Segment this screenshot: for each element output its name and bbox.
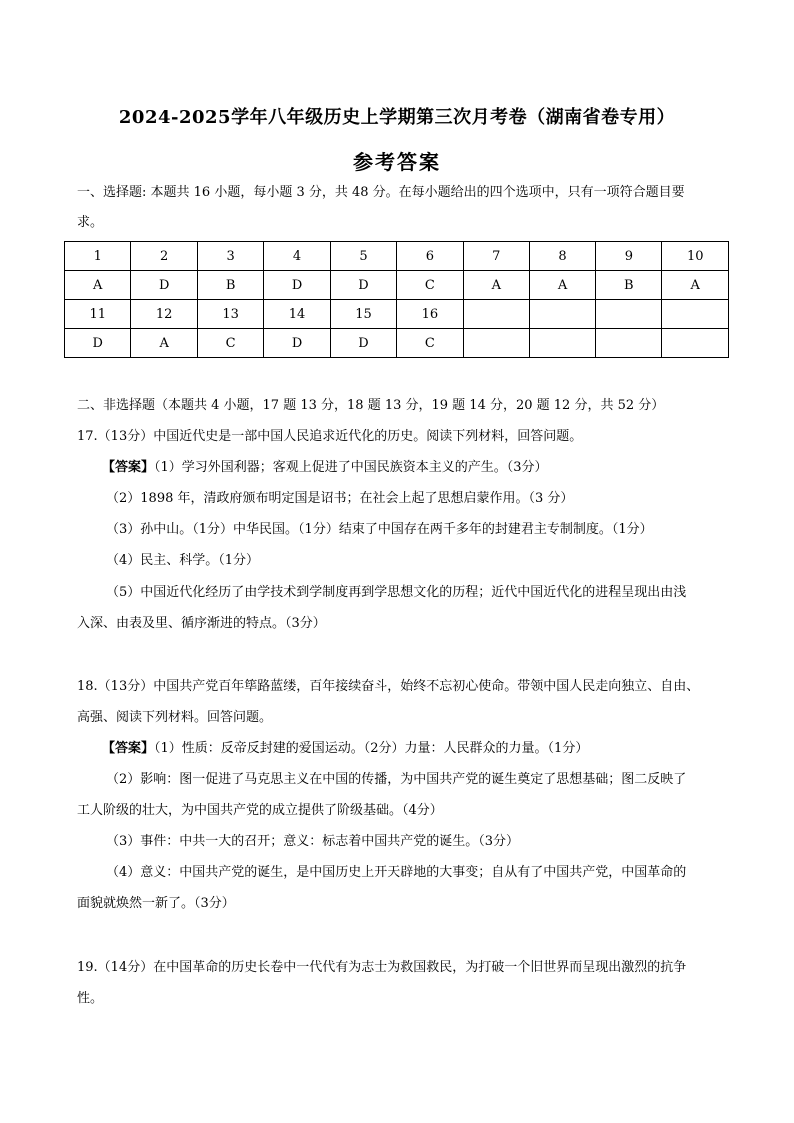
answer-table-cell: 14 — [264, 300, 330, 329]
q18-answer-2-line2: 工人阶级的壮大，为中国共产党的成立提供了阶级基础。（4分） — [77, 803, 443, 818]
q17-a1-text: （1）学习外国利器；客观上促进了中国民族资本主义的产生。（3分） — [154, 460, 548, 475]
answer-table-cell: 13 — [197, 300, 263, 329]
answer-table-row — [65, 271, 729, 300]
q18-answer-2-line1: （2）影响：图一促进了马克思主义在中国的传播，为中国共产党的诞生奠定了思想基础；图二反映了 — [106, 772, 687, 787]
answer-table-cell: 12 — [131, 300, 197, 329]
answer-table-cell — [529, 329, 595, 358]
answer-table-row — [65, 242, 729, 271]
section1-heading-line2: 求。 — [77, 215, 104, 230]
q19-stem-line1: 19.（14分）在中国革命的历史长卷中一代代有为志士为救国救民，为打破一个旧世界而呈现出激烈的抗争 — [77, 960, 687, 975]
answer-table-cell: A — [131, 329, 197, 358]
q18-stem-line1: 18.（13分）中国共产党百年筚路蓝缕，百年接续奋斗，始终不忘初心使命。带领中国人民走向独立、自由、 — [77, 679, 700, 694]
answer-table-cell: 11 — [65, 300, 131, 329]
answer-table-cell — [596, 329, 662, 358]
q17-answer-5-line1: （5）中国近代化经历了由学技术到学制度再到学思想文化的历程；近代中国近代化的进程呈现出由浅 — [106, 585, 687, 600]
q17-answer-3: （3）孙中山。（1分）中华民国。（1分）结束了中国存在两千多年的封建君主专制制度。（1分） — [106, 522, 653, 537]
q18-answer-1 — [102, 734, 727, 764]
document-subtitle: 参考答案 — [353, 150, 441, 174]
answer-table-cell: C — [397, 271, 463, 300]
answer-table-cell — [662, 329, 729, 358]
document-title: 2024-2025学年八年级历史上学期第三次月考卷（湖南省卷专用） — [118, 107, 676, 128]
answer-table-cell — [662, 300, 729, 329]
answer-table-cell: 9 — [596, 242, 662, 271]
section1-heading-line1: 一、选择题: 本题共 16 小题，每小题 3 分，共 48 分。在每小题给出的四个选项中，只有一项符合题目要 — [77, 185, 685, 200]
q18-answer-3: （3）事件：中共一大的召开；意义：标志着中国共产党的诞生。（3分） — [106, 834, 520, 849]
q18-stem-line2: 高强、阅读下列材料。回答问题。 — [77, 710, 273, 725]
answer-table-cell: 15 — [330, 300, 396, 329]
answer-table-row — [65, 329, 729, 358]
answer-table-cell: 8 — [529, 242, 595, 271]
answer-table-cell: B — [197, 271, 263, 300]
answer-table-cell: 7 — [463, 242, 529, 271]
answer-table-cell: 10 — [662, 242, 729, 271]
answer-table-cell: D — [131, 271, 197, 300]
answer-table-cell — [529, 300, 595, 329]
answer-table-cell: 2 — [131, 242, 197, 271]
answer-table-cell: 16 — [397, 300, 463, 329]
answer-tag: 【答案】 — [102, 741, 155, 756]
answer-tag: 【答案】 — [102, 460, 155, 475]
section2-heading: 二、非选择题（本题共 4 小题，17 题 13 分，18 题 13 分，19 题 14 分，20 题 12 分，共 52 分） — [77, 398, 665, 413]
answer-table-cell: D — [65, 329, 131, 358]
q18-a1-text: （1）性质：反帝反封建的爱国运动。（2分）力量：人民群众的力量。（1分） — [154, 741, 589, 756]
answer-table-cell: 1 — [65, 242, 131, 271]
answer-table-cell: A — [662, 271, 729, 300]
answer-table-cell — [596, 300, 662, 329]
answer-table-cell: C — [397, 329, 463, 358]
answer-table-cell: A — [463, 271, 529, 300]
answer-table-row — [65, 300, 729, 329]
answer-table-cell: D — [330, 329, 396, 358]
answer-table-cell: B — [596, 271, 662, 300]
answer-table-cell — [463, 329, 529, 358]
q17-answer-2: （2）1898 年，清政府颁布明定国是诏书；在社会上起了思想启蒙作用。（3 分） — [106, 491, 574, 506]
q18-answer-4-line1: （4）意义：中国共产党的诞生，是中国历史上开天辟地的大事变；自从有了中国共产党，中国革命的 — [106, 865, 687, 880]
q17-answer-1 — [102, 453, 727, 483]
q18-answer-4-line2: 面貌就焕然一新了。（3分） — [77, 896, 235, 911]
answer-table-cell: 3 — [197, 242, 263, 271]
answer-table-cell: A — [529, 271, 595, 300]
answer-table-cell: D — [264, 271, 330, 300]
answer-table — [64, 241, 729, 358]
q17-answer-4: （4）民主、科学。（1分） — [106, 553, 260, 568]
answer-table-cell: D — [330, 271, 396, 300]
q17-stem: 17.（13分）中国近代史是一部中国人民追求近代化的历史。阅读下列材料，回答问题。 — [77, 429, 583, 444]
q19-stem-line2: 性。 — [77, 991, 104, 1006]
answer-table-cell: 6 — [397, 242, 463, 271]
answer-table-cell — [463, 300, 529, 329]
q17-answer-5-line2: 入深、由表及里、循序渐进的特点。（3分） — [77, 616, 326, 631]
answer-table-cell: 5 — [330, 242, 396, 271]
answer-table-cell: C — [197, 329, 263, 358]
answer-table-cell: D — [264, 329, 330, 358]
answer-table-cell: A — [65, 271, 131, 300]
answer-table-cell: 4 — [264, 242, 330, 271]
